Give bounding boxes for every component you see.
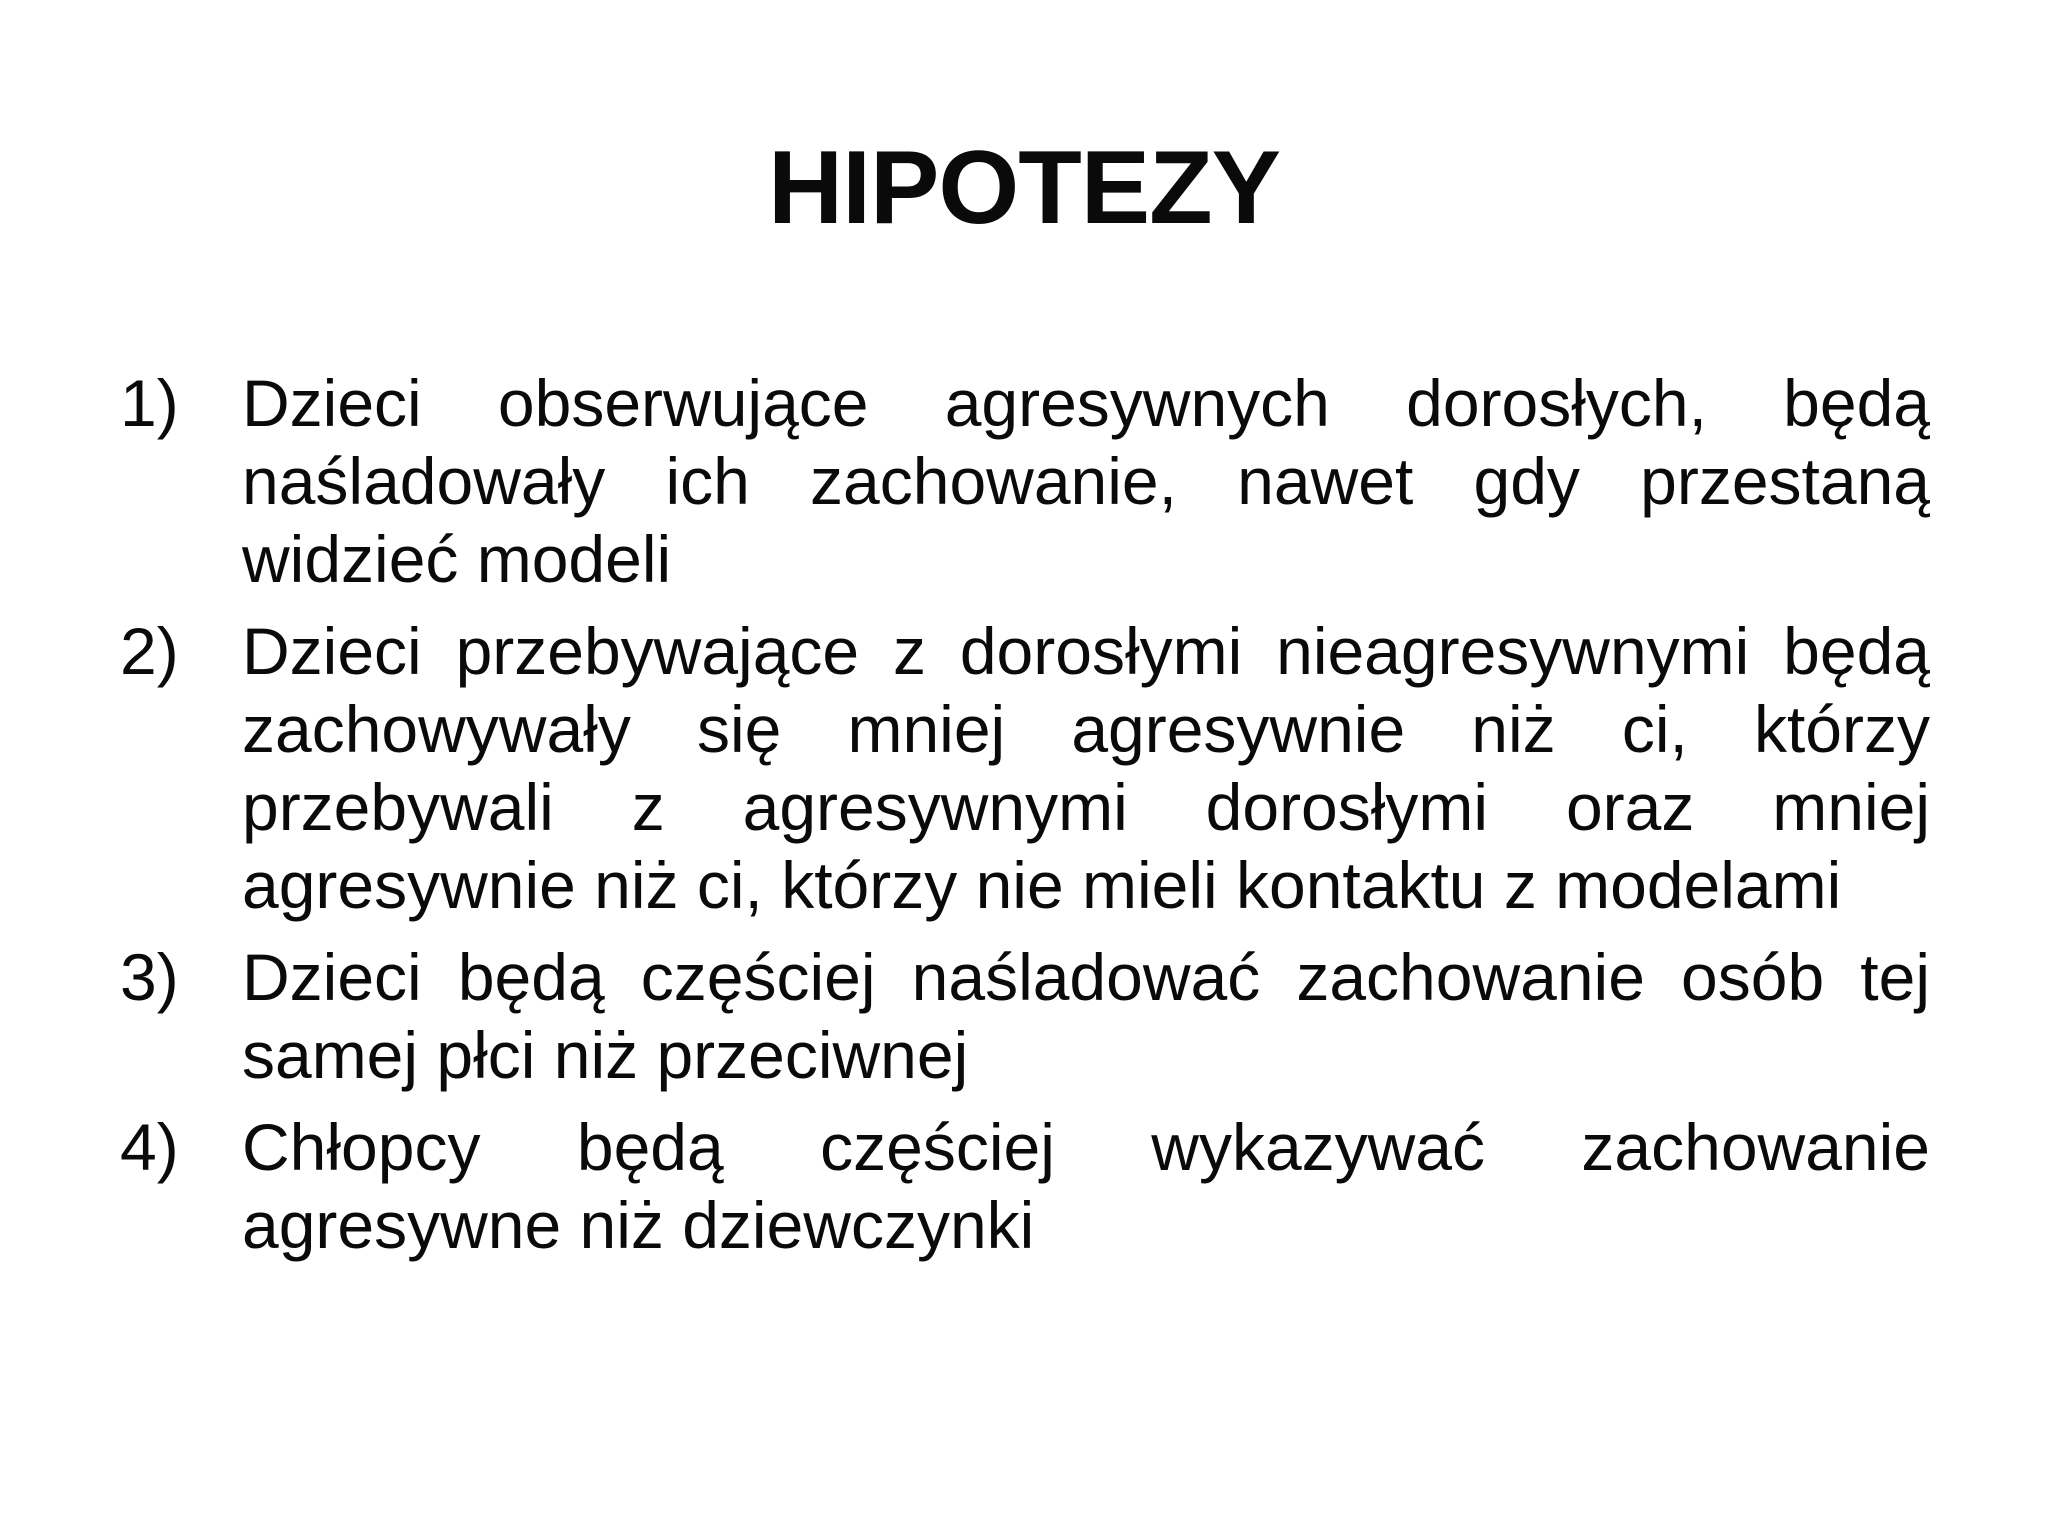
hypothesis-item-4 xyxy=(120,1108,1930,1264)
hypothesis-text: Chłopcy będą częściej wykazywać zachowanie agresywne niż dziewczynki xyxy=(242,1110,1930,1262)
hypothesis-text: Dzieci obserwujące agresywnych dorosłych, będą naśladowały ich zachowanie, nawet gdy przestaną widzieć modeli xyxy=(242,366,1930,596)
hypothesis-number: 3) xyxy=(120,940,179,1014)
hypothesis-text: Dzieci będą częściej naśladować zachowanie osób tej samej płci niż przeciwnej xyxy=(242,940,1930,1092)
hypothesis-number: 1) xyxy=(120,366,179,440)
hypothesis-item-2 xyxy=(120,612,1930,924)
hypothesis-item-3 xyxy=(120,938,1930,1094)
hypothesis-text: Dzieci przebywające z dorosłymi nieagresywnymi będą zachowywały się mniej agresywnie niż ci, którzy przebywali z agresywnymi dorosłymi oraz mniej agresywnie niż ci, którzy nie mieli kontaktu z modelami xyxy=(242,614,1930,922)
hypotheses-list xyxy=(120,364,1930,1278)
hypothesis-item-1 xyxy=(120,364,1930,598)
hypothesis-number: 4) xyxy=(120,1110,179,1184)
hypothesis-number: 2) xyxy=(120,614,179,688)
slide-title: HIPOTEZY xyxy=(767,130,1281,246)
